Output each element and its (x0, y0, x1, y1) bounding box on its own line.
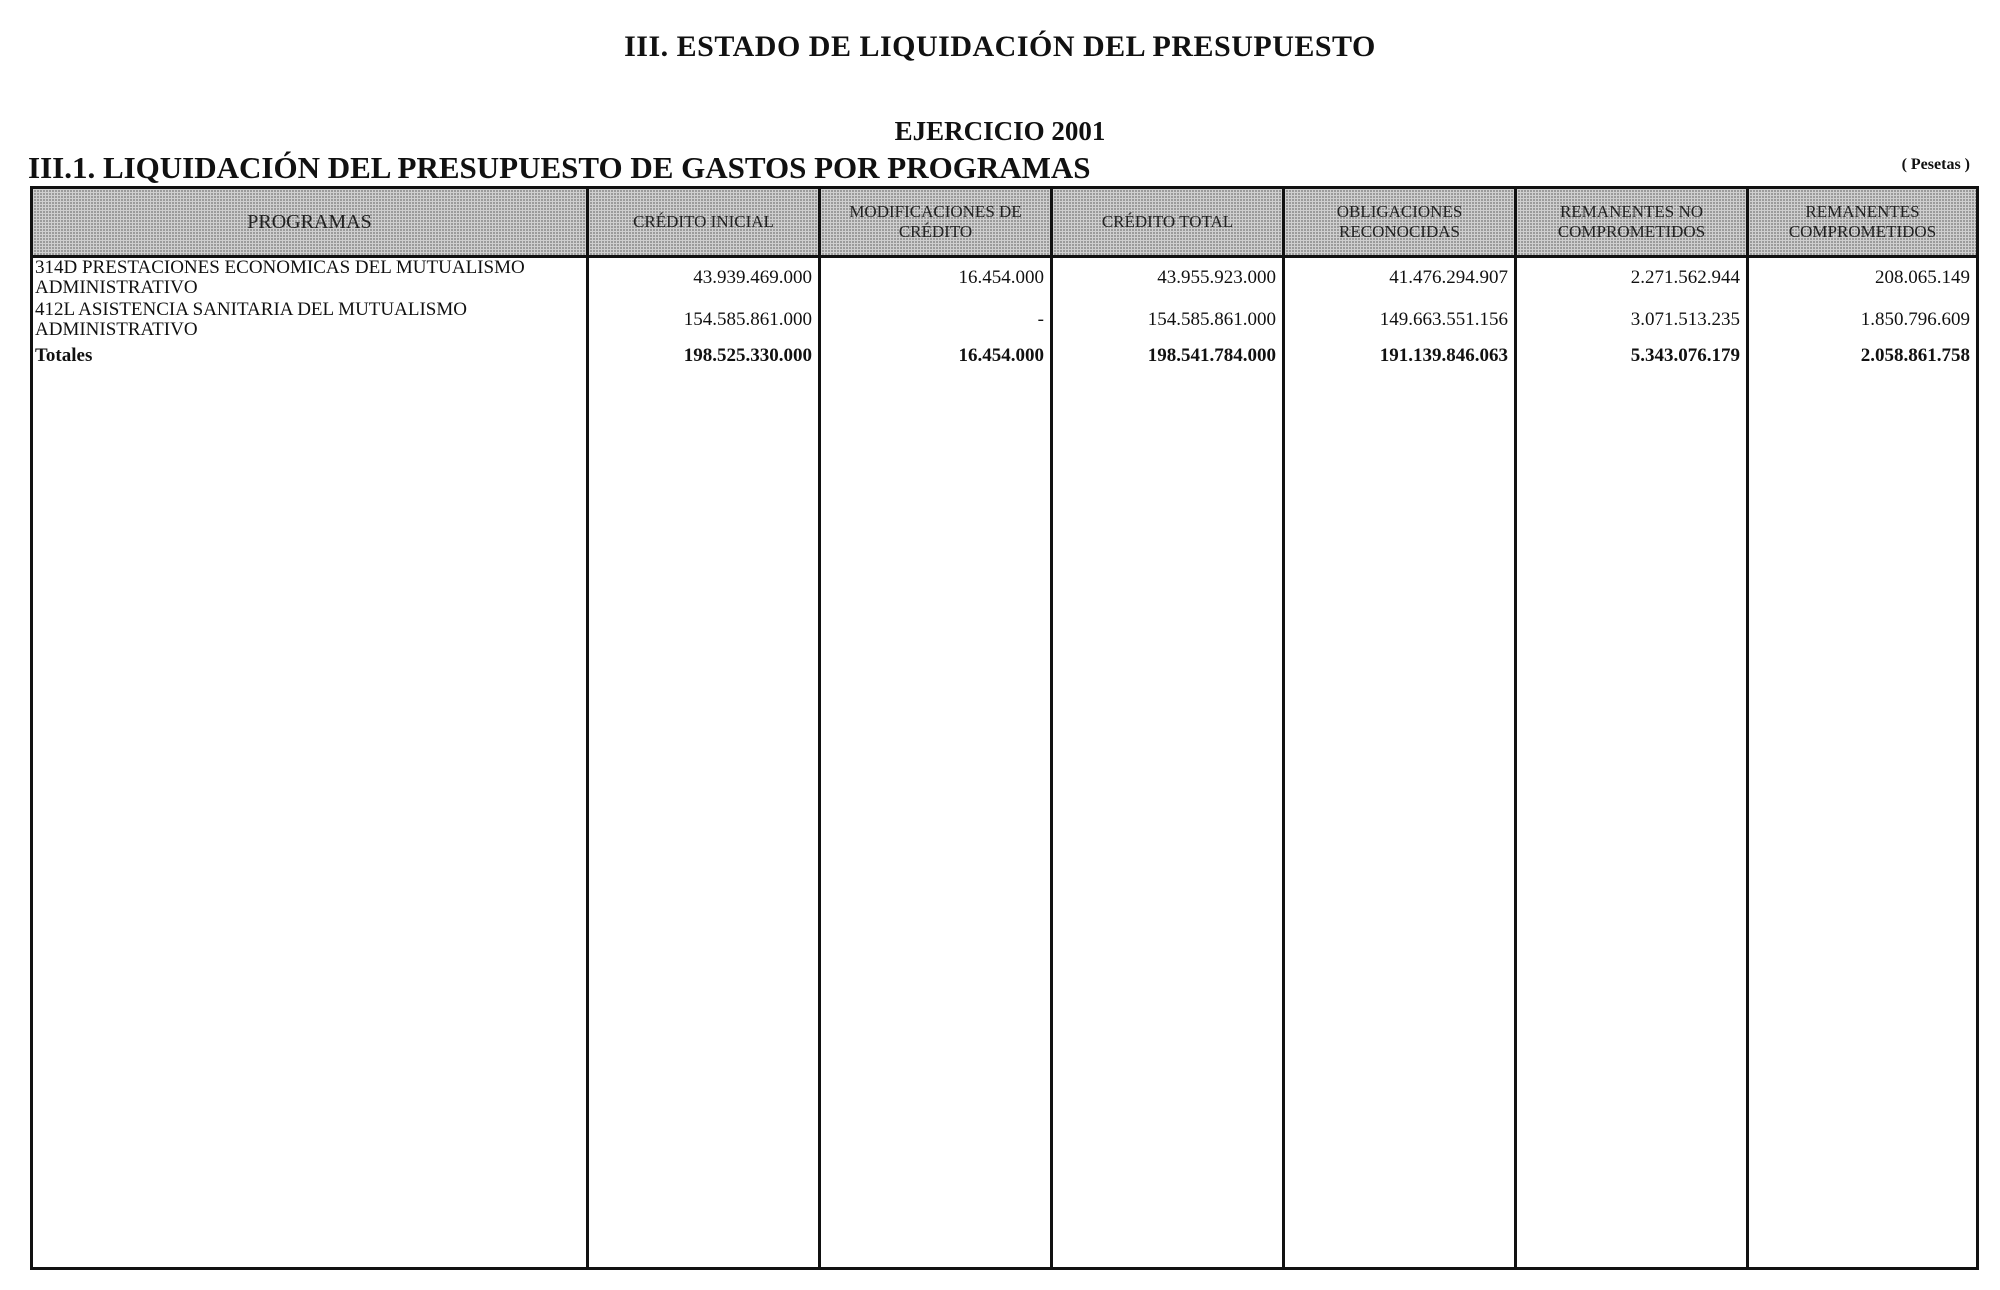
main-title: III. ESTADO DE LIQUIDACIÓN DEL PRESUPUESTO (624, 30, 1376, 63)
totals-row (32, 342, 1978, 370)
empty-cell (32, 370, 588, 1269)
table-header-row (32, 188, 1978, 257)
currency-units: ( Pesetas ) (1901, 156, 1970, 173)
empty-table-area (32, 370, 1978, 1269)
empty-cell (1284, 370, 1516, 1269)
cell-obligaciones: 41.476.294.907 (1284, 257, 1516, 299)
budget-table (30, 186, 1979, 1270)
header-remanentes-comprometidos: REMANENTES COMPROMETIDOS (1748, 188, 1978, 257)
total-obligaciones: 191.139.846.063 (1284, 342, 1516, 370)
total-modificaciones: 16.454.000 (820, 342, 1052, 370)
cell-credito-inicial: 154.585.861.000 (588, 298, 820, 342)
empty-cell (588, 370, 820, 1269)
cell-credito-inicial: 43.939.469.000 (588, 257, 820, 299)
cell-programa: 314D PRESTACIONES ECONOMICAS DEL MUTUALISMO ADMINISTRATIVO (32, 257, 588, 299)
header-remanentes-no-comprometidos: REMANENTES NO COMPROMETIDOS (1516, 188, 1748, 257)
empty-cell (1516, 370, 1748, 1269)
cell-modificaciones: - (820, 298, 1052, 342)
cell-credito-total: 154.585.861.000 (1052, 298, 1284, 342)
table-row (32, 298, 1978, 342)
section-title: III.1. LIQUIDACIÓN DEL PRESUPUESTO DE GASTOS POR PROGRAMAS (28, 150, 1091, 185)
totals-label: Totales (32, 342, 588, 370)
cell-programa: 412L ASISTENCIA SANITARIA DEL MUTUALISMO ADMINISTRATIVO (32, 298, 588, 342)
header-modificaciones-credito: MODIFICACIONES DE CRÉDITO (820, 188, 1052, 257)
header-obligaciones-reconocidas: OBLIGACIONES RECONOCIDAS (1284, 188, 1516, 257)
empty-cell (1052, 370, 1284, 1269)
total-credito-inicial: 198.525.330.000 (588, 342, 820, 370)
cell-modificaciones: 16.454.000 (820, 257, 1052, 299)
header-programas: PROGRAMAS (32, 188, 588, 257)
total-remanentes-comprometidos: 2.058.861.758 (1748, 342, 1978, 370)
header-credito-inicial: CRÉDITO INICIAL (588, 188, 820, 257)
budget-table-container (30, 186, 1976, 1270)
cell-credito-total: 43.955.923.000 (1052, 257, 1284, 299)
cell-remanentes-comprometidos: 208.065.149 (1748, 257, 1978, 299)
empty-cell (820, 370, 1052, 1269)
cell-remanentes-no-comprometidos: 3.071.513.235 (1516, 298, 1748, 342)
ejercicio-year: EJERCICIO 2001 (894, 116, 1106, 146)
cell-remanentes-comprometidos: 1.850.796.609 (1748, 298, 1978, 342)
header-credito-total: CRÉDITO TOTAL (1052, 188, 1284, 257)
empty-cell (1748, 370, 1978, 1269)
cell-remanentes-no-comprometidos: 2.271.562.944 (1516, 257, 1748, 299)
table-row (32, 257, 1978, 299)
total-credito-total: 198.541.784.000 (1052, 342, 1284, 370)
total-remanentes-no-comprometidos: 5.343.076.179 (1516, 342, 1748, 370)
cell-obligaciones: 149.663.551.156 (1284, 298, 1516, 342)
